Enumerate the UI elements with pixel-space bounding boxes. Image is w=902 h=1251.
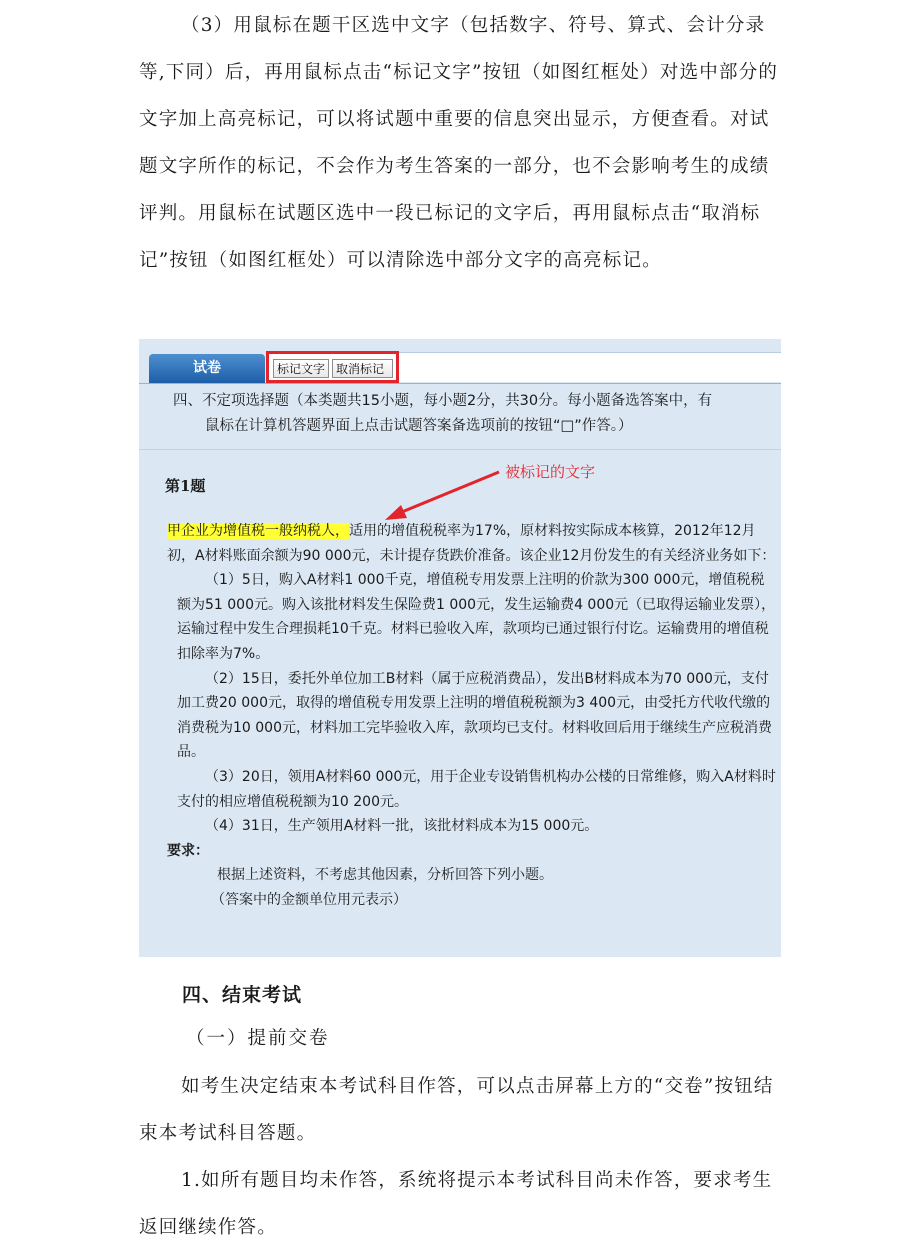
question-title: 第1题	[165, 477, 206, 495]
mark-text-button[interactable]: 标记文字	[273, 359, 329, 378]
exam-screenshot	[139, 339, 781, 957]
intro-paragraph: （3）用鼠标在题干区选中文字（包括数字、符号、算式、会计分录等,下同）后，再用鼠标点击“标记文字”按钮（如图红框处）对选中部分的文字加上高亮标记，可以将试题中重要的信息突出显示，方便查看。对试题文字所作的标记，不会作为考生答案的一部分，也不会影响考生的成绩评判。用鼠标在试题区选中一段已标记的文字后，再用鼠标点击“取消标记”按钮（如图红框处）可以清除选中部分文字的高亮标记。	[139, 15, 779, 271]
cancel-mark-button[interactable]: 取消标记	[332, 359, 393, 378]
requirement-label: 要求：	[167, 842, 209, 859]
paragraph-submit: 如考生决定结束本考试科目作答，可以点击屏幕上方的“交卷”按钮结束本考试科目答题。	[139, 1076, 774, 1144]
highlighted-text: 甲企业为增值税一般纳税人，	[167, 523, 349, 539]
paragraph-unanswered: 1.如所有题目均未作答，系统将提示本考试科目尚未作答，要求考生返回继续作答。	[139, 1170, 773, 1238]
question-body: 甲企业为增值税一般纳税人，适用的增值税税率为17%，原材料按实际成本核算，2012年12月初，A材料账面余额为90 000元，未计提存货跌价准备。该企业12月份发生的有关经济业务如下： （1）5日，购入A材料1 000千克，增值税专用发票上注明的价款为300 000元，增值税税额为51 000元。购入该批材料发生保险费1 000元，发生运输费4 000元（已取得运输业发票），运输过程中发生合理损耗10千克。材料已验收入库，款项均已通过银行付讫。运输费用的增值税扣除率为7%。 （2）15日，委托外单位加工B材料（属于应税消费品），发出B材料成本为70 000元，支付加工费20 000元，取得的增值税专用发票上注明的增值税税额为3 400元，由受托方代收代缴的消费税为10 000元，材料加工完毕验收入库，款项均已支付。材料收回后用于继续生产应税消费品。 （3）20日，领用A材料60 000元，用于企业专设销售机构办公楼的日常维修，购入A材料时支付的相应增值税税额为10 200元。 （4）31日，生产领用A材料一批，该批材料成本为15 000元。 要求： 根据上述资料，不考虑其他因素，分析回答下列小题。 （答案中的金额单位用元表示）	[167, 523, 776, 908]
section-instruction: 四、不定项选择题（本类题共15小题，每小题2分，共30分。每小题备选答案中，有 鼠标在计算机答题界面上点击试题答案备选项前的按钮“□”作答。）	[173, 393, 713, 434]
tab-exam-paper[interactable]: 试卷	[149, 354, 265, 383]
section-heading: 四、结束考试	[182, 984, 303, 1006]
sub-heading: （一）提前交卷	[186, 1028, 330, 1049]
annotation-label: 被标记的文字	[505, 463, 596, 481]
